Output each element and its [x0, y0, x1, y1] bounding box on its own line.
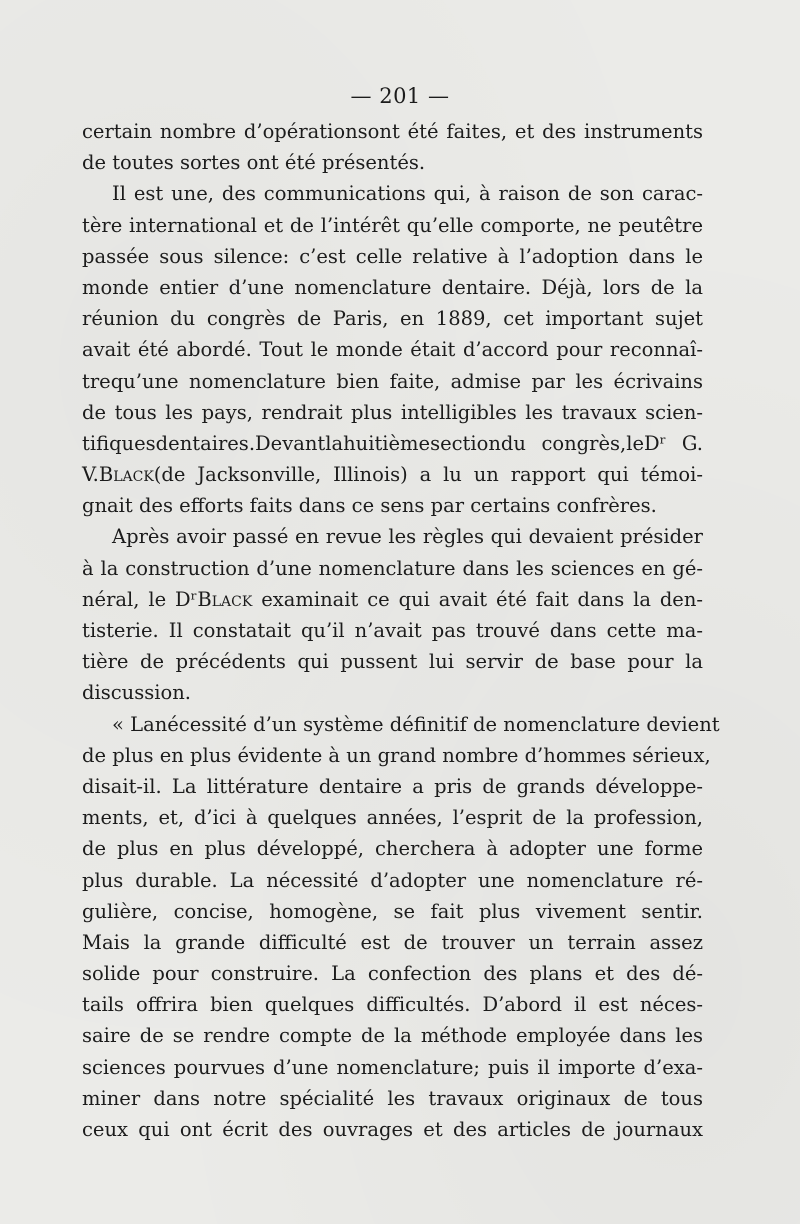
text-line: tère international et de l’intérêt qu’elle comporte, ne peutêtre [82, 213, 703, 237]
text-line: passée sous silence: c’est celle relative à l’adoption dans le [82, 244, 703, 268]
text-line: Il est une, des communications qui, à raison de son carac‑ [112, 182, 703, 206]
text-line: Mais la grande difficulté est de trouver un terrain assez [82, 930, 703, 954]
text-line: de toutes sortes ont été présentés. [82, 151, 426, 175]
text-line: miner dans notre spécialité les travaux originaux de tous [82, 1086, 703, 1110]
text-line: réunion du congrès de Paris, en 1889, cet important sujet [82, 307, 703, 331]
text-line: gnait des efforts faits dans ce sens par certains confrères. [82, 494, 657, 518]
text-line: monde entier d’une nomenclature dentaire. Déjà, lors de la [82, 275, 703, 299]
text-line: plus durable. La nécessité d’adopter une nomenclature ré- [82, 868, 703, 892]
small-caps-name: Black [98, 463, 154, 487]
text-line: de plus en plus développé, cherchera à adopter une forme [82, 837, 703, 861]
text-line: tière de précédents qui pussent lui servir de base pour la [82, 650, 703, 674]
text-line: certain nombre d’opérationsont été faites, et des instruments [82, 120, 703, 143]
text-line: solide pour construire. La confection des plans et des dé- [82, 962, 703, 986]
text-line: V.Black(de Jacksonville, Illinois) a lu un rapport qui témoi- [82, 463, 703, 487]
text-line: de tous les pays, rendrait plus intelligibles les travaux scien- [82, 400, 703, 424]
text-line: tisterie. Il constatait qu’il n’avait pas trouvé dans cette ma- [82, 619, 703, 642]
text-line: « Lanécessité d’un système définitif de nomenclature devient [112, 712, 720, 736]
text-line: ceux qui ont écrit des ouvrages et des articles de journaux [82, 1118, 703, 1141]
page-number: — 201 — [350, 84, 450, 108]
text-line: trequ’une nomenclature bien faite, admise par les écrivains [82, 369, 703, 393]
text-line: sciences pourvues d’une nomenclature; puis il importe d’exa‑ [82, 1055, 703, 1079]
text-line: ments, et, d’ici à quelques années, l’esprit de la profession, [82, 806, 703, 830]
text-line: gulière, concise, homogène, se fait plus vivement sentir. [82, 899, 703, 923]
text-line: disait-il. La littérature dentaire a pris de grands développe- [82, 774, 703, 798]
body-text [82, 116, 720, 1145]
text-line: discussion. [82, 681, 191, 705]
text-line: tifiquesdentaires.Devantlahuitièmesectiondu congrès,leDʳ G. [82, 431, 703, 455]
text-line: avait été abordé. Tout le monde était d’accord pour reconnaî- [82, 338, 703, 362]
text-line: néral, le DʳBlack examinait ce qui avait été fait dans la den- [82, 587, 703, 611]
text-line: Après avoir passé en revue les règles qui devaient présider [112, 525, 703, 549]
text-line: à la construction d’une nomenclature dans les sciences en gé- [82, 556, 703, 580]
small-caps-name: Black [197, 587, 253, 611]
text-line: tails offrira bien quelques difficultés. D’abord il est néces- [82, 993, 703, 1017]
text-line: saire de se rendre compte de la méthode employée dans les [82, 1024, 703, 1048]
text-line: de plus en plus évidente à un grand nombre d’hommes sérieux, [82, 743, 711, 767]
